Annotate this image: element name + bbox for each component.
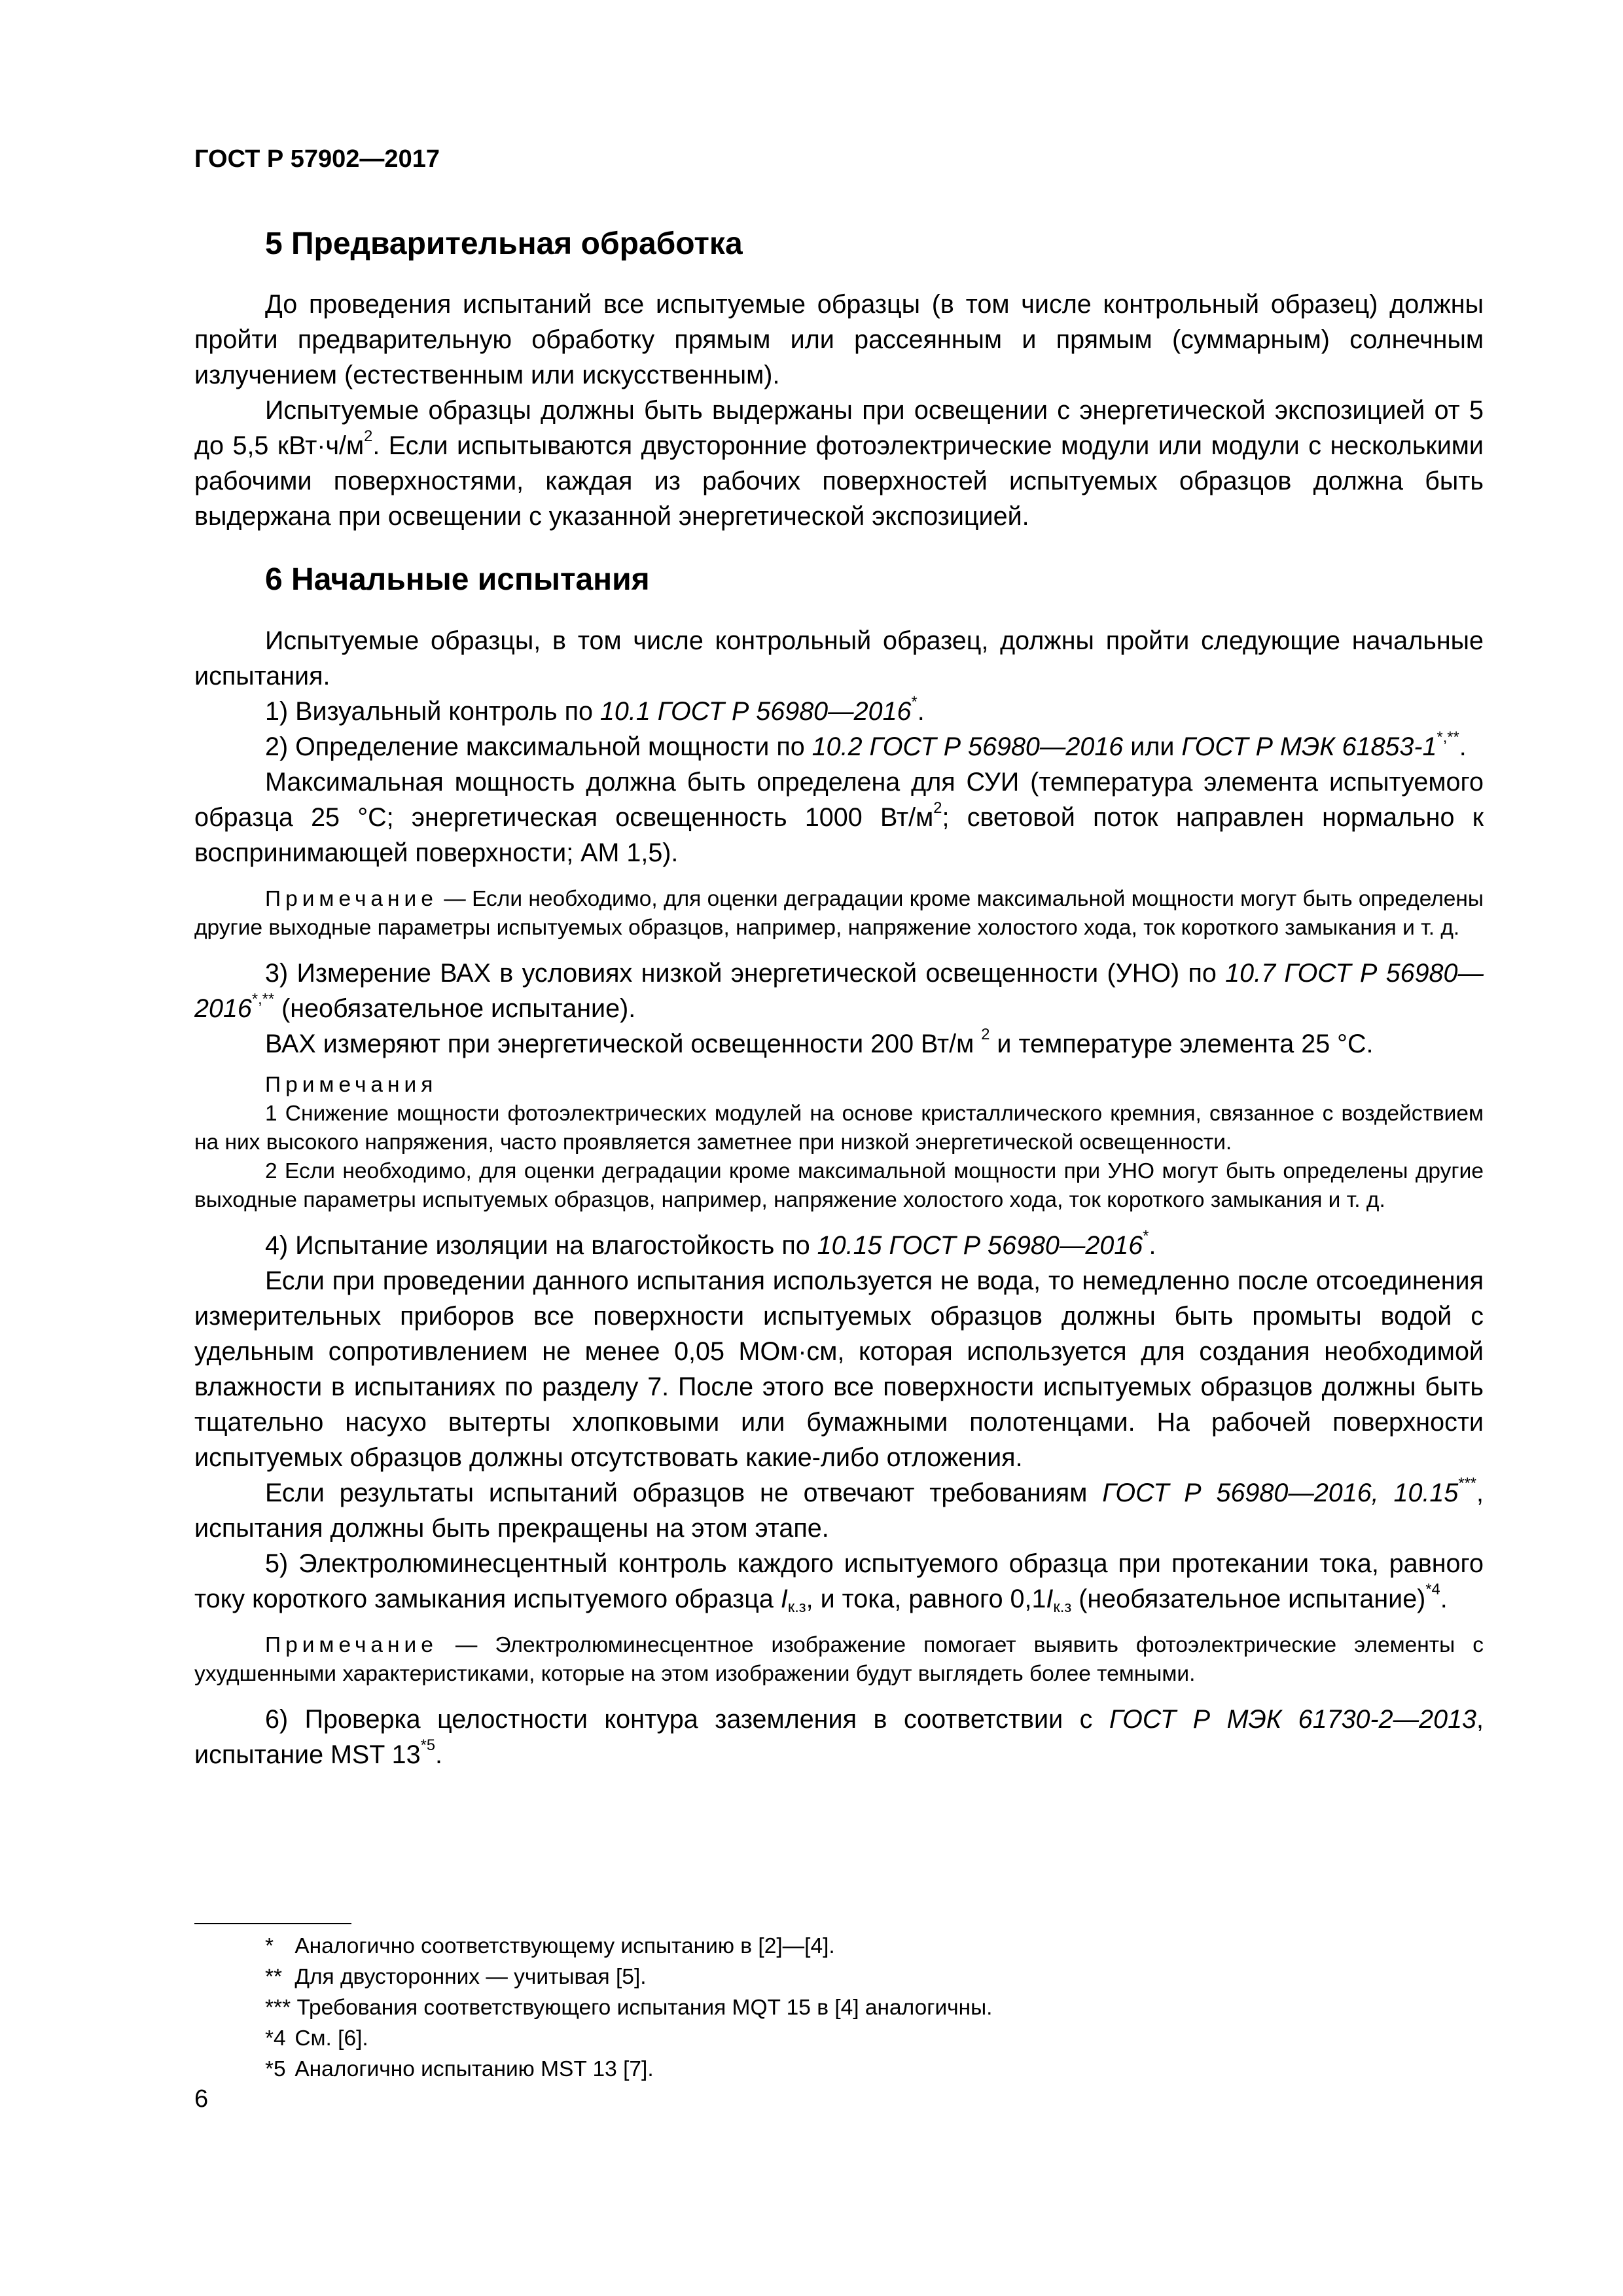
note: Примечание — Если необходимо, для оценки деградации кроме максимальной мощности могут быть определены другие выходные параметры испытуемых образцов, например, напряжение холостого хода, ток короткого замыкания и т. д. bbox=[194, 887, 1484, 940]
list-item: 4) Испытание изоляции на влагостойкость по 10.15 ГОСТ Р 56980—2016*. bbox=[265, 1227, 1156, 1260]
initial-tests-block bbox=[194, 623, 1484, 870]
paragraph: Испытуемые образцы должны быть выдержаны при освещении с энергетической экспозицией от 5 до 5,5 $кВт\cdot ч/м^2$. Если испытываются двусторонние фотоэлектрические модули или модули с несколькими рабочими поверхностями, каждая из рабочих поверхностей испытуемых образцов должна быть выдержана при освещении с указанной энергетической экспозицией. bbox=[194, 396, 1484, 531]
paragraph: Испытуемые образцы, в том числе контрольный образец, должны пройти следующие начальные испытания. bbox=[194, 626, 1484, 691]
note-label: Примечание bbox=[265, 1633, 438, 1657]
footnote: *5 Аналогично испытанию MST 13 [7]. bbox=[265, 2057, 654, 2081]
footnote: *** Требования соответствующего испытания MQT 15 в [4] аналогичны. bbox=[265, 1996, 993, 2020]
note-label: Примечание bbox=[265, 887, 438, 911]
section-5-body bbox=[194, 287, 1484, 534]
note: Примечание — Электролюминесцентное изображение помогает выявить фотоэлектрические элементы с ухудшенными характеристиками, которые на этом изображении будут выглядеть более темными. bbox=[194, 1633, 1484, 1686]
list-item: 5) Электролюминесцентный контроль каждого испытуемого образца при протекании тока, равного току короткого замыкания испытуемого образца $I_{к.з}$, и тока, равного $0,1I_{к.з}$ (необязательное испытание)$^{*4}$. bbox=[194, 1549, 1484, 1617]
section-6-body bbox=[194, 623, 1484, 1772]
paragraph: Если при проведении данного испытания используется не вода, то немедленно после отсоединения измерительных приборов все поверхности испытуемых образцов должны быть промыты водой с удельным сопротивлением не менее 0,05 МОм·см, которая используется для создания необходимой влажности в испытаниях по разделу 7. После этого все поверхности испытуемых образцов должны быть тщательно насухо вытерты хлопковыми или бумажными полотенцами. На рабочей поверхности испытуемых образцов должны отсутствовать какие-либо отложения. bbox=[194, 1266, 1484, 1472]
list-item: 2) Определение максимальной мощности по 10.2 ГОСТ Р 56980—2016 или ГОСТ Р МЭК 61853-1*,**. bbox=[265, 728, 1467, 761]
paragraph: Максимальная мощность должна быть определена для СУИ (температура элемента испытуемого образца 25 °С; энергетическая освещенность 1000 $Вт/м^2$; световой поток направлен нормально к воспринимающей поверхности; АМ 1,5). bbox=[194, 768, 1484, 867]
paragraph: До проведения испытаний все испытуемые образцы (в том числе контрольный образец) должны пройти предварительную обработку прямым или рассеянным и прямым (суммарным) солнечным излучением (естественным или искусственным). bbox=[194, 290, 1484, 389]
footnotes bbox=[265, 1931, 993, 2085]
footnote: ** Для двусторонних — учитывая [5]. bbox=[265, 1965, 647, 1989]
initial-tests-block bbox=[194, 1228, 1484, 1617]
list-item: 3) Измерение ВАХ в условиях низкой энергетической освещенности (УНО) по 10.7 ГОСТ Р 56980—2016*,** (необязательное испытание). bbox=[194, 959, 1484, 1023]
footnote: *4 См. [6]. bbox=[265, 2026, 368, 2051]
note-block bbox=[194, 1631, 1484, 1689]
initial-tests-block bbox=[194, 956, 1484, 1062]
page-number: 6 bbox=[194, 2085, 209, 2113]
note: 2 Если необходимо, для оценки деградации кроме максимальной мощности при УНО могут быть определены другие выходные параметры испытуемых образцов, например, напряжение холостого хода, ток короткого замыкания и т. д. bbox=[194, 1159, 1484, 1212]
notes-block bbox=[194, 1071, 1484, 1215]
footnote-divider bbox=[194, 1923, 351, 1924]
notes-label: Примечания bbox=[265, 1073, 438, 1097]
list-item: 6) Проверка целостности контура заземления в соответствии с ГОСТ Р МЭК 61730-2—2013, испытание MST 13$^{*5}$. bbox=[194, 1705, 1484, 1769]
section-6-title: 6 Начальные испытания bbox=[265, 562, 650, 597]
note: 1 Снижение мощности фотоэлектрических модулей на основе кристаллического кремния, связанное с воздействием на них высокого напряжения, часто проявляется заметнее при низкой энергетической освещенности. bbox=[194, 1102, 1484, 1155]
paragraph: ВАХ измеряют при энергетической освещенности 200 Вт/м $^2$ и температуре элемента 25 °С. bbox=[265, 1026, 1374, 1058]
list-item: 1) Визуальный контроль по 10.1 ГОСТ Р 56980—2016*. bbox=[265, 693, 925, 726]
initial-tests-block bbox=[194, 1702, 1484, 1772]
note-block bbox=[194, 885, 1484, 942]
footnote: * Аналогично соответствующему испытанию в [2]—[4]. bbox=[265, 1934, 835, 1958]
section-5-title: 5 Предварительная обработка bbox=[265, 226, 743, 261]
document-id: ГОСТ Р 57902—2017 bbox=[194, 145, 440, 173]
paragraph: Если результаты испытаний образцов не отвечают требованиям ГОСТ Р 56980—2016, 10.15***, испытания должны быть прекращены на этом этапе. bbox=[194, 1475, 1484, 1543]
